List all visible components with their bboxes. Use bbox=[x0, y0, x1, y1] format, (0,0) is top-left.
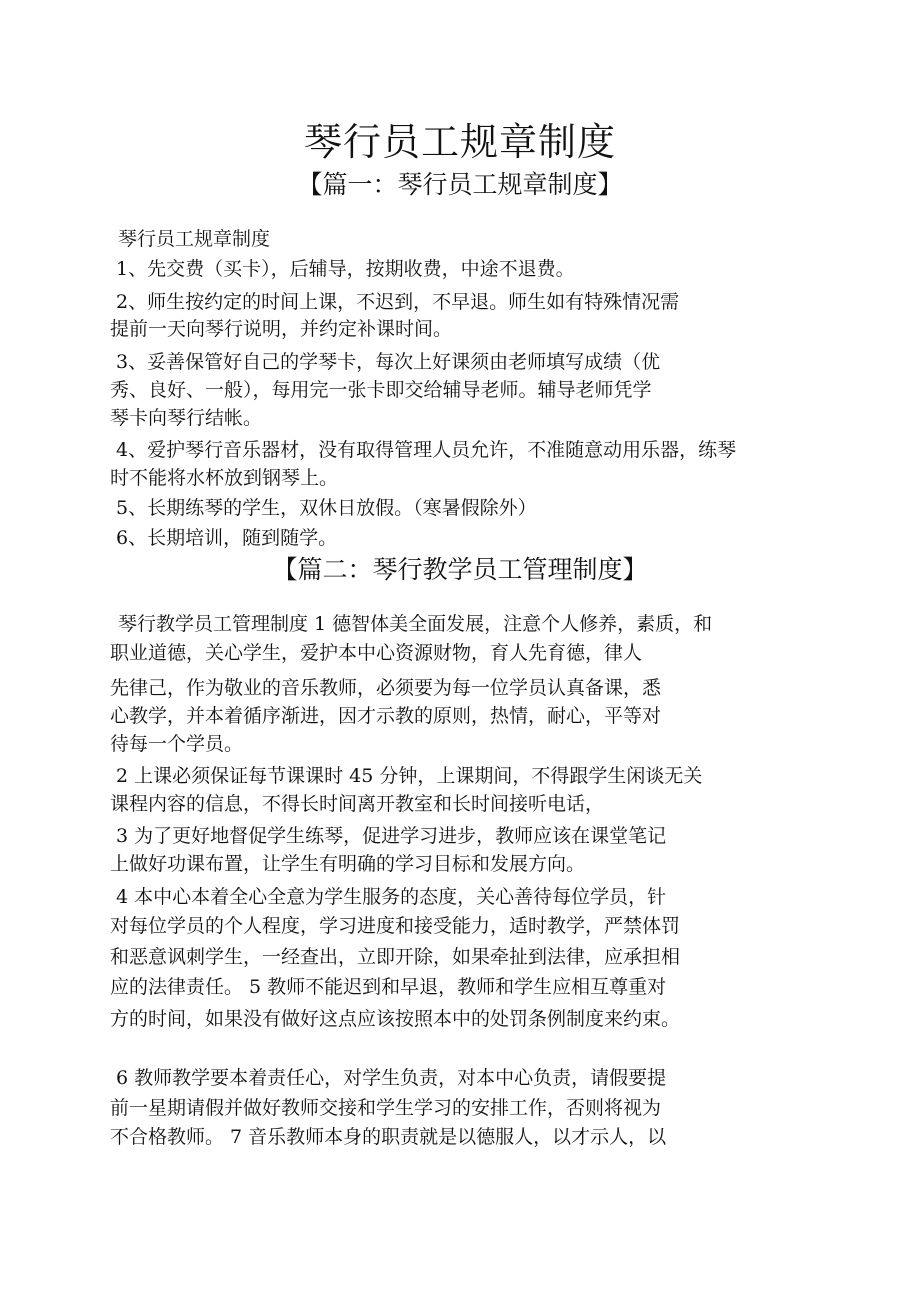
paragraph-line: 提前一天向琴行说明，并约定补课时间。 bbox=[110, 318, 453, 340]
paragraph-line: 方的时间，如果没有做好这点应该按照本中的处罚条例制度来约束。 bbox=[110, 1008, 681, 1030]
paragraph-line: 应的法律责任。 5 教师不能迟到和早退，教师和学生应相互尊重对 bbox=[110, 976, 667, 998]
paragraph-line: 6、长期培训，随到随学。 bbox=[116, 527, 338, 549]
paragraph-line: 课程内容的信息，不得长时间离开教室和长时间接听电话， bbox=[110, 793, 605, 815]
paragraph-line: 和恶意讽刺学生，一经查出，立即开除，如果牵扯到法律，应承担相 bbox=[110, 946, 681, 968]
paragraph-line: 上做好功课布置，让学生有明确的学习目标和发展方向。 bbox=[110, 853, 586, 875]
section-heading-1: 【篇一：琴行员工规章制度】 bbox=[297, 170, 623, 199]
paragraph-line: 4 本中心本着全心全意为学生服务的态度，关心善待每位学员，针 bbox=[116, 886, 667, 908]
paragraph-line: 时不能将水杯放到钢琴上。 bbox=[110, 467, 339, 489]
section-heading-2: 【篇二：琴行教学员工管理制度】 bbox=[272, 555, 648, 584]
paragraph-line: 不合格教师。 7 音乐教师本身的职责就是以德服人，以才示人，以 bbox=[110, 1126, 667, 1148]
paragraph-line: 6 教师教学要本着责任心，对学生负责，对本中心负责，请假要提 bbox=[116, 1067, 667, 1089]
paragraph-line: 2、师生按约定的时间上课，不迟到，不早退。师生如有特殊情况需 bbox=[116, 291, 680, 313]
paragraph-line: 3、妥善保管好自己的学琴卡，每次上好课须由老师填写成绩（优 bbox=[116, 351, 661, 373]
paragraph-line: 3 为了更好地督促学生练琴，促进学习进步，教师应该在课堂笔记 bbox=[116, 825, 667, 847]
paragraph-line: 琴行教学员工管理制度 1 德智体美全面发展，注意个人修养，素质，和 bbox=[118, 613, 713, 635]
paragraph-line: 1、先交费（买卡），后辅导，按期收费，中途不退费。 bbox=[116, 258, 575, 280]
paragraph-line: 5、长期练琴的学生，双休日放假。（寒暑假除外） bbox=[116, 497, 537, 519]
paragraph-line: 先律己，作为敬业的音乐教师，必须要为每一位学员认真备课，悉 bbox=[110, 677, 662, 699]
paragraph-line: 心教学，并本着循序渐进，因才示教的原则，热情，耐心，平等对 bbox=[110, 705, 662, 727]
paragraph-line: 待每一个学员。 bbox=[110, 733, 244, 755]
paragraph-line: 4、爱护琴行音乐器材，没有取得管理人员允许，不准随意动用乐器，练琴 bbox=[116, 439, 737, 461]
paragraph-line: 秀、良好、一般），每用完一张卡即交给辅导老师。辅导老师凭学 bbox=[110, 379, 652, 401]
paragraph-line: 琴卡向琴行结帐。 bbox=[110, 407, 263, 429]
document-title: 琴行员工规章制度 bbox=[303, 120, 616, 164]
paragraph-line: 对每位学员的个人程度，学习进度和接受能力，适时教学，严禁体罚 bbox=[110, 915, 681, 937]
paragraph-line: 琴行员工规章制度 bbox=[118, 228, 271, 250]
paragraph-line: 职业道德，关心学生，爱护本中心资源财物，育人先育德，律人 bbox=[110, 642, 643, 664]
paragraph-line: 2 上课必须保证每节课课时 45 分钟，上课期间，不得跟学生闲谈无关 bbox=[116, 765, 703, 787]
paragraph-line: 前一星期请假并做好教师交接和学生学习的安排工作，否则将视为 bbox=[110, 1097, 662, 1119]
